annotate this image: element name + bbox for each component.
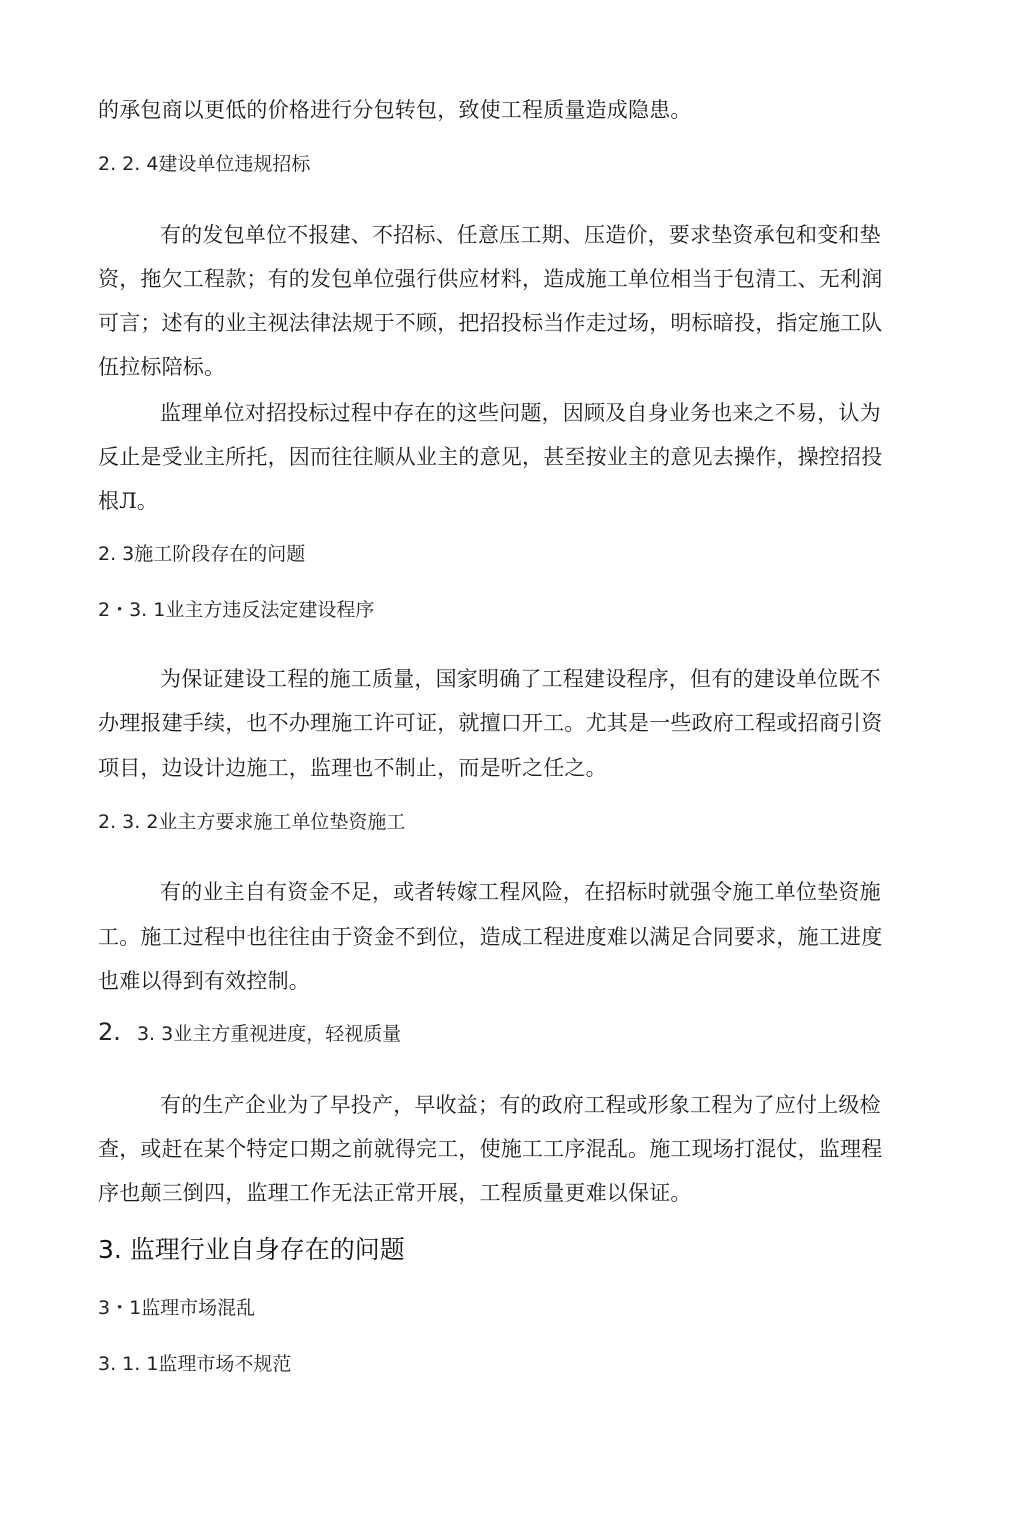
text-line: 查，或赶在某个特定口期之前就得完工，使施工工序混乱。施工现场打混仗，监理程 [98,1137,883,1161]
text-line: 反止是受业主所托，因而往往顺从业主的意见，甚至按业主的意见去操作，操控招投 [98,445,883,469]
section-heading-2-2-4: 2. 2. 4建设单位违规招标 [98,153,311,175]
section-heading-3-1: 3・1监理市场混乱 [98,1297,256,1319]
section-heading-3-1-1: 3. 1. 1监理市场不规范 [98,1353,292,1375]
text-line: 伍拉标陪标。 [98,355,226,379]
text-line: 有的业主自有资金不足，或者转嫁工程风险，在招标时就强令施工单位垫资施 [160,880,881,904]
text-line: 项目，边设计边施工，监理也不制止，而是听之任之。 [98,756,607,780]
section-heading-2-3: 2. 3施工阶段存在的问题 [98,543,306,565]
text-line: 资，拖欠工程款；有的发包单位强行供应材料，造成施工单位相当于包清工、无利润 [98,267,883,291]
text-line: 可言；述有的业主视法律法规于不顾，把招投标当作走过场，明标暗投，指定施工队 [98,311,883,335]
heading-text: 3. 3业主方重视进度，轻视质量 [136,1023,402,1045]
text-line: 序也颠三倒四，监理工作无法正常开展，工程质量更难以保证。 [98,1181,692,1205]
chapter-heading-3: 3. 监理行业自身存在的问题 [98,1235,405,1264]
text-line: 有的生产企业为了早投产，早收益；有的政府工程或形象工程为了应付上级检 [160,1093,881,1117]
text-line: 的承包商以更低的价格进行分包转包，致使工程质量造成隐患。 [98,98,692,122]
text-line: 根Л。 [98,489,159,513]
text-line: 有的发包单位不报建、不招标、任意压工期、压造价，要求垫资承包和变和垫 [160,223,881,247]
text-line: 工。施工过程中也往往由于资金不到位，造成工程进度难以满足合同要求，施工进度 [98,925,883,949]
text-line: 监理单位对招投标过程中存在的这些问题，因顾及自身业务也来之不易，认为 [160,401,881,425]
heading-number: 2. [98,1018,121,1046]
text-line: 也难以得到有效控制。 [98,969,310,993]
section-heading-2-3-3 [98,1018,401,1048]
section-heading-2-3-2: 2. 3. 2业主方要求施工单位垫资施工 [98,811,406,833]
text-line: 为保证建设工程的施工质量，国家明确了工程建设程序，但有的建设单位既不 [160,667,881,691]
text-line: 办理报建手续，也不办理施工许可证，就擅口开工。尤其是一些政府工程或招商引资 [98,711,883,735]
section-heading-2-3-1: 2・3. 1业主方违反法定建设程序 [98,599,375,621]
